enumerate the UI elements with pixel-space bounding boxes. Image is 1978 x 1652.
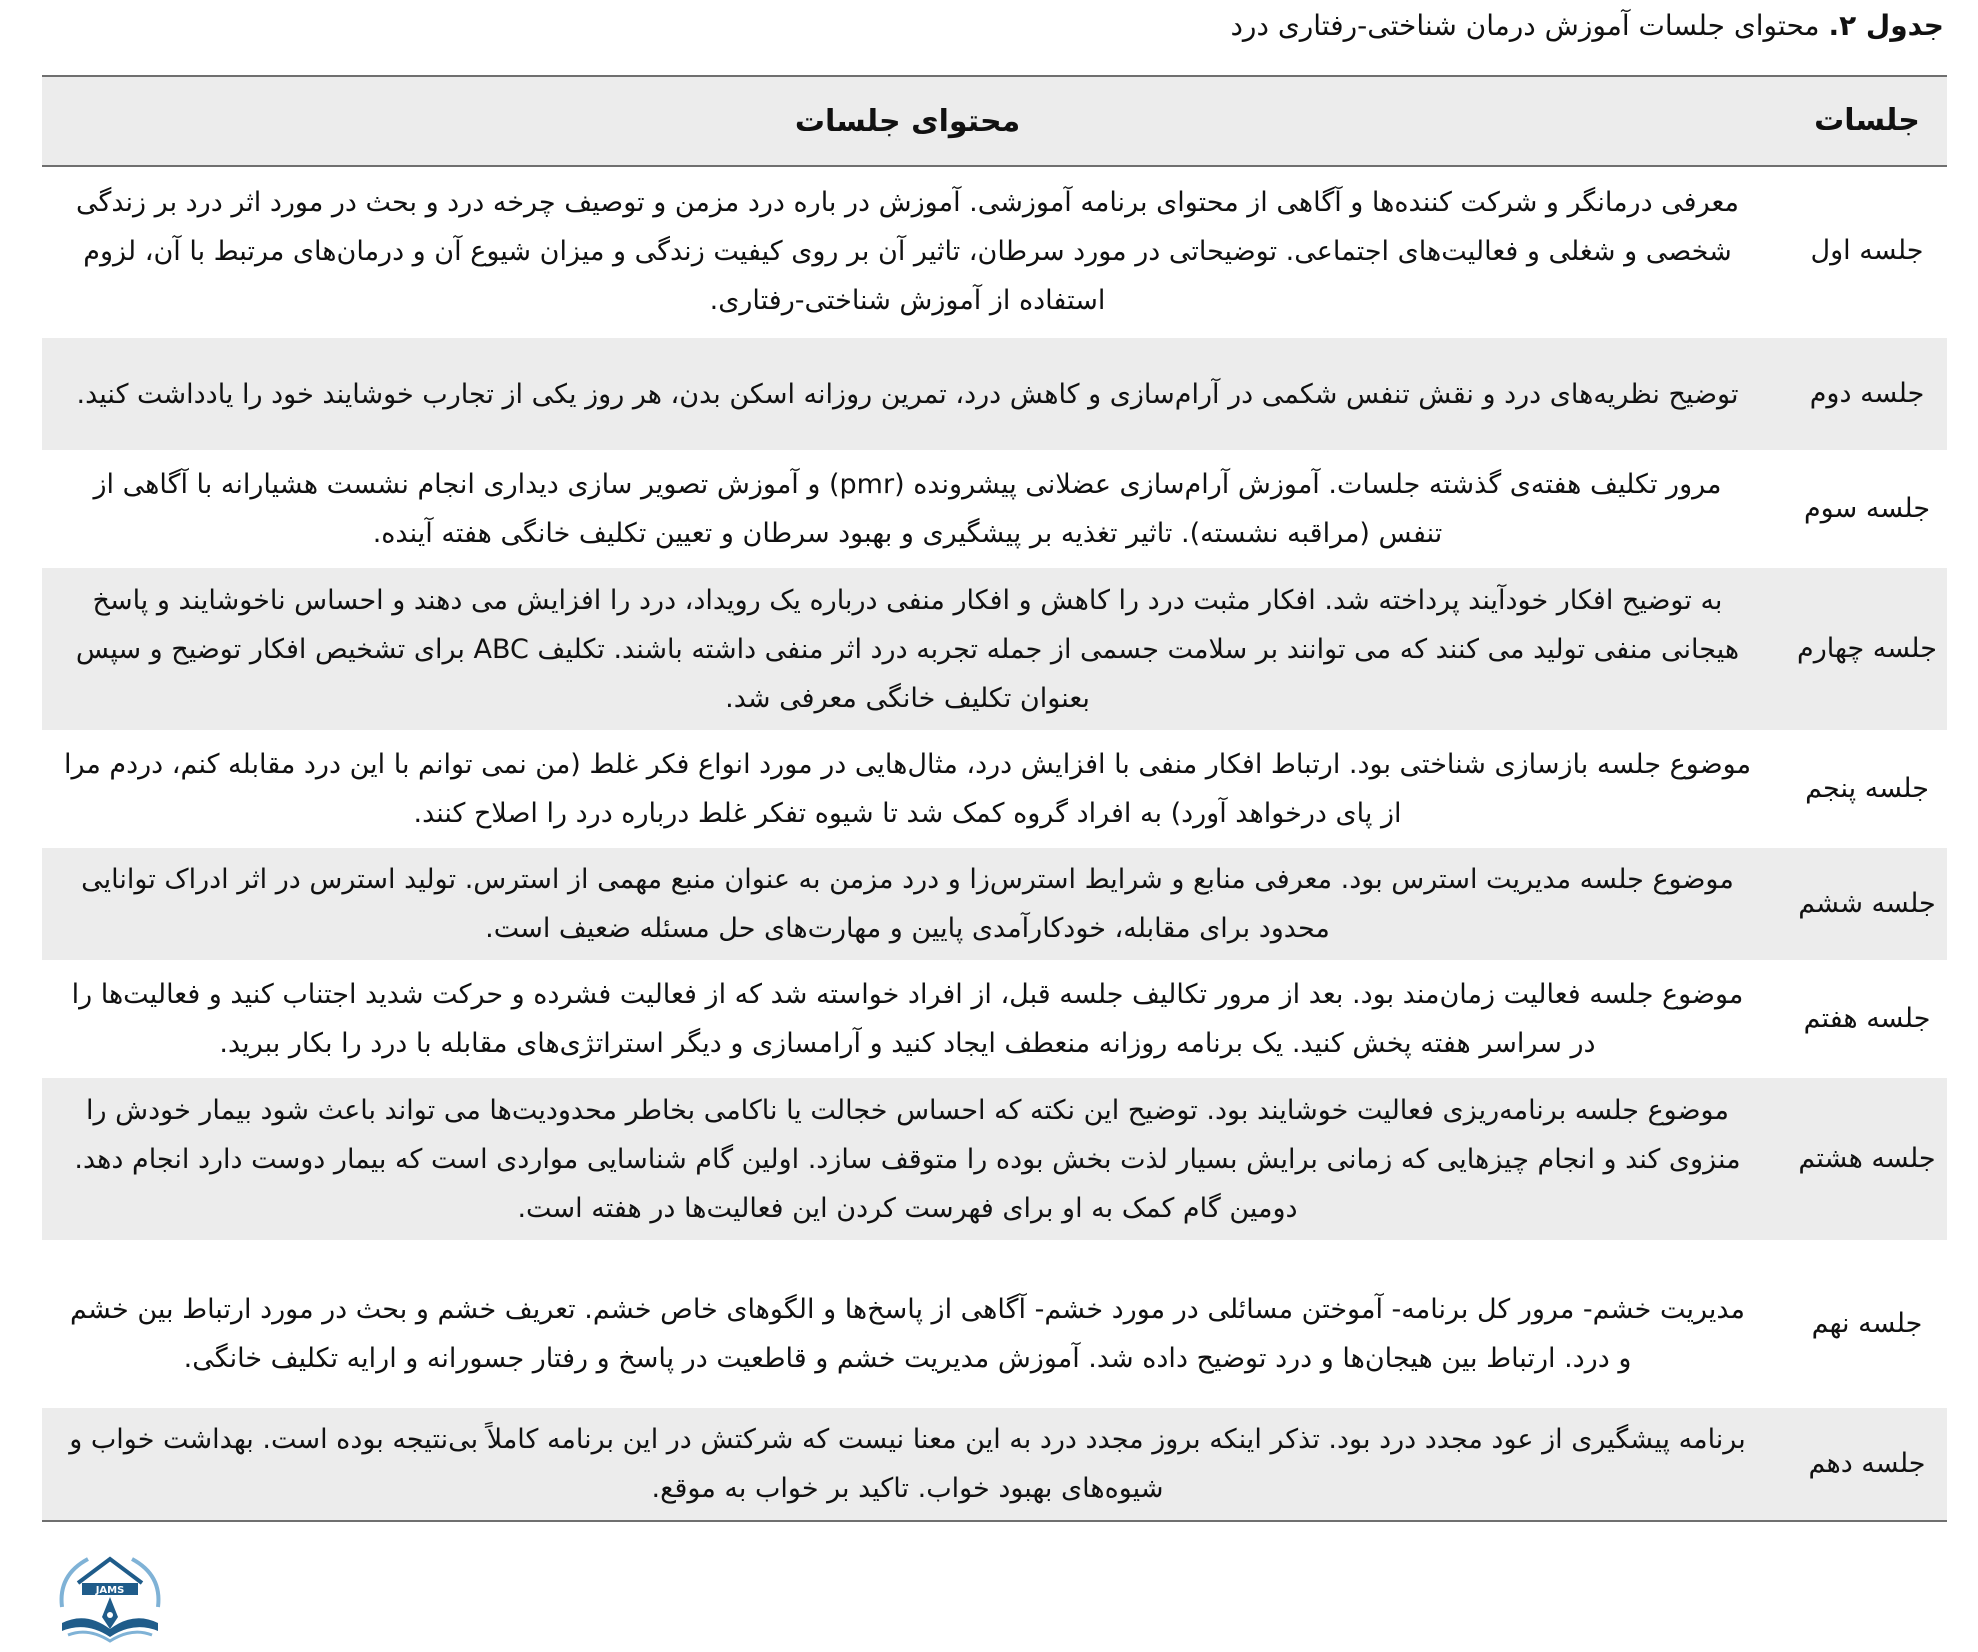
table-caption [44,8,1944,44]
session-content: معرفی درمانگر و شرکت کننده‌ها و آگاهی از محتوای برنامه آموزشی. آموزش در باره درد مزمن و توصیف چرخه درد و بحث در مورد اثر درد بر زندگی شخصی و شغلی و فعالیت‌های اجتماعی. توضیحاتی در مورد سرطان، تاثیر آن بر روی کیفیت زندگی و میزان شیوع آن و درمان‌های مرتبط با آن، لزوم استفاده از آموزش شناختی-رفتاری. [76,186,1739,316]
table-row [42,1075,1947,1240]
table-row [42,960,1947,1075]
sessions-table [42,75,1947,1522]
header-sessions: جلسات [1814,103,1920,138]
table-header-row [42,77,1947,167]
session-name: جلسه دهم [1808,1448,1926,1479]
session-content: موضوع جلسه بازسازی شناختی بود. ارتباط افکار منفی با افزایش درد، مثال‌هایی در مورد انواع فکر غلط (من نمی توانم با این درد مقابله کنم، دردم مرا از پای درخواهد آورد) به افراد گروه کمک شد تا شیوه تفکر غلط درباره درد را اصلاح کنند. [63,749,1752,829]
session-name: جلسه هفتم [1803,1003,1931,1034]
table-row [42,450,1947,565]
table-row [42,1405,1947,1520]
session-name: جلسه هشتم [1798,1143,1936,1174]
session-content: مدیریت خشم- مرور کل برنامه- آموختن مسائلی در مورد خشم- آگاهی از پاسخ‌ها و الگوهای خاص خشم. تعریف خشم و بحث در مورد ارتباط بین خشم و درد. ارتباط بین هیجان‌ها و درد توضیح داده شد. آموزش مدیریت خشم و قاطعیت در پاسخ و رفتار جسورانه و ارایه تکلیف خانگی. [69,1294,1746,1374]
table-caption-label: جدول ۲. [1828,9,1944,42]
session-name: جلسه سوم [1803,493,1931,524]
session-content: برنامه پیشگیری از عود مجدد درد بود. تذکر اینکه بروز مجدد درد به این معنا نیست که شرکتش در این برنامه کاملاً بی‌نتیجه بوده است. بهداشت خواب و شیوه‌های بهبود خواب. تاکید بر خواب به موقع. [69,1424,1746,1504]
session-content: موضوع جلسه فعالیت زمان‌مند بود. بعد از مرور تکالیف جلسه قبل، از افراد خواسته شد که از فعالیت فشرده و حرکت شدید اجتناب کنید و فعالیت‌ها را در سراسر هفته پخش کنید. یک برنامه روزانه منعطف ایجاد کنید و آرامسازی و دیگر استراتژی‌های مقابله با درد را بکار ببرید. [71,979,1744,1059]
session-name: جلسه چهارم [1797,633,1937,664]
session-content: مرور تکلیف هفته‌ی گذشته جلسات. آموزش آرام‌سازی عضلانی پیشرونده (pmr) و آموزش تصویر سازی دیداری انجام نشست هشیارانه با آگاهی از تنفس (مراقبه نشسته). تاثیر تغذیه بر پیشگیری و بهبود سرطان و تعیین تکلیف خانگی هفته آینده. [93,469,1722,549]
header-session-content: محتوای جلسات [794,103,1021,139]
session-content: توضیح نظریه‌های درد و نقش تنفس شکمی در آرام‌سازی و کاهش درد، تمرین روزانه اسکن بدن، هر روز یکی از تجارب خوشایند خود را یادداشت کنید. [76,378,1739,410]
table-row [42,335,1947,450]
session-name: جلسه ششم [1798,888,1936,919]
table-row [42,167,1947,335]
session-name: جلسه اول [1810,235,1924,266]
session-name: جلسه نهم [1811,1308,1923,1339]
table-row [42,730,1947,845]
table-caption-title: محتوای جلسات آموزش درمان شناختی-رفتاری درد [1230,9,1820,42]
table-row [42,1240,1947,1405]
logo-text: JAMS [95,1585,125,1596]
session-content: موضوع جلسه مدیریت استرس بود. معرفی منابع و شرایط استرس‌زا و درد مزمن به عنوان منبع مهمی از استرس. تولید استرس در اثر ادراک توانایی محدود برای مقابله، خودکارآمدی پایین و مهارت‌های حل مسئله ضعیف است. [81,864,1734,944]
table-row [42,845,1947,960]
table-row [42,565,1947,730]
journal-logo-icon [48,1545,172,1645]
session-content: موضوع جلسه برنامه‌ریزی فعالیت خوشایند بود. توضیح این نکته که احساس خجالت یا ناکامی بخاطر محدودیت‌ها می تواند باعث شود بیمار خودش را منزوی کند و انجام چیزهایی که زمانی برایش بسیار لذت بخش بوده را متوقف سازد. اولین گام شناسایی مواردی است که بیمار دوست دارد انجام دهد. دومین گام کمک به او برای فهرست کردن این فعالیت‌ها در هفته است. [74,1094,1741,1224]
session-content: به توضیح افکار خودآیند پرداخته شد. افکار مثبت درد را کاهش و افکار منفی درباره یک رویداد، درد را افزایش می دهند و احساس ناخوشایند و پاسخ هیجانی منفی تولید می کنند که می توانند بر سلامت جسمی از جمله تجربه درد اثر منفی داشته باشند. تکلیف ABC برای تشخیص افکار توضیح و سپس بعنوان تکلیف خانگی معرفی شد. [75,584,1740,714]
session-name: جلسه پنجم [1805,773,1929,804]
session-name: جلسه دوم [1809,378,1925,409]
